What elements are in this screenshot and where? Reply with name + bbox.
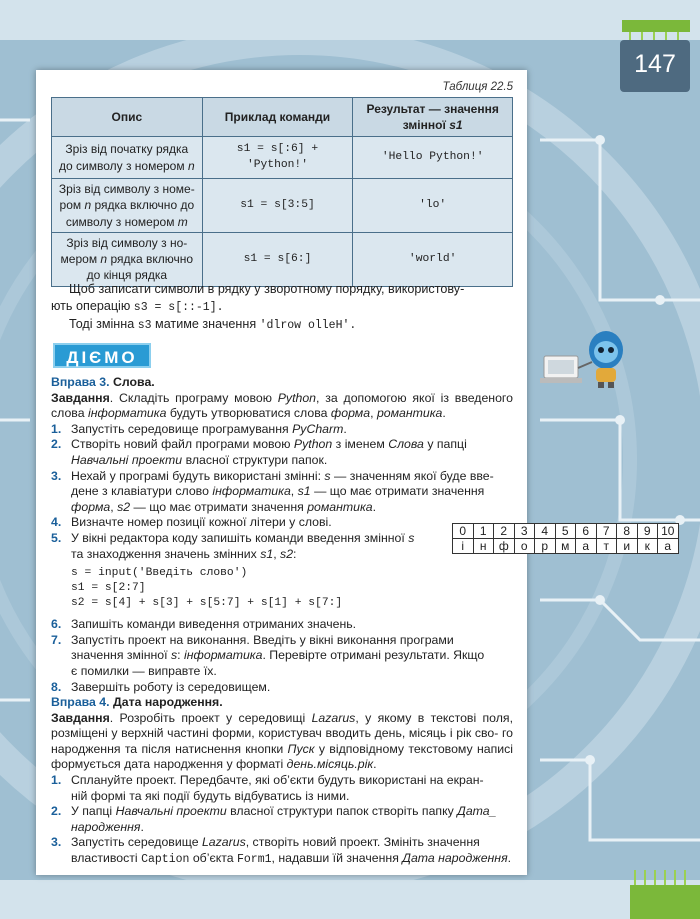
list-item: 4. Визначте номер позиції кожної літери у слові. xyxy=(51,515,332,530)
row-description: Зріз від символу з но- мером n рядка включно до кінця рядка xyxy=(52,233,203,287)
table-caption: Таблиця 22.5 xyxy=(442,81,513,93)
list-item: 1. Сплануйте проект. Передбачте, які об’єкти будуть використані на екран- ній формі та які події будуть відбуватись із ними. xyxy=(51,772,484,803)
letter-row: і н ф о р м а т и к а xyxy=(453,539,679,554)
row-result: 'Hello Python!' xyxy=(353,137,513,179)
robot-icon xyxy=(540,330,630,390)
page-number: 147 xyxy=(634,50,676,78)
list-item: 3. Нехай у програмі будуть використані змінні: s — значенням якої буде вве- дене з клавіатури слово інформатика, s1 — що має отримати значення форма, s2 — що має отримати значення романтика. xyxy=(51,468,494,514)
exercise-3-task: Завдання. Складіть програму мовою Python, за допомогою якої із введеного слова інформатика будуть утворюватися слова форма, романтика. xyxy=(51,390,513,421)
list-item: 7. Запустіть проект на виконання. Введіть у вікні виконання програми значення змінної s: інформатика. Перевірте отримані результати. Якщо є помилки — виправте їх. xyxy=(51,632,485,678)
list-item: 2. Створіть новий файл програми мовою Python з іменем Слова у папці Навчальні проекти власної структури папок. xyxy=(51,437,467,467)
code-block: s = input('Введіть слово') s1 = s[2:7] s2 = s[4] + s[3] + s[5:7] + s[1] + s[7:] xyxy=(71,567,343,610)
exercise-3 xyxy=(51,375,513,695)
table-row xyxy=(52,137,513,179)
intro-paragraph: Щоб записати символи в рядку у зворотному порядку, використову- ють операцію s3 = s[::-1]. Тоді змінна s3 матиме значення 'dlrow olleH'. xyxy=(51,282,465,332)
row-result: 'lo' xyxy=(353,179,513,233)
table-header-row xyxy=(52,98,513,137)
row-description: Зріз від початку рядка до символу з номером n xyxy=(52,137,203,179)
exercise-4-task: Завдання. Розробіть проект у середовищі Lazarus, у якому в текстові поля, розміщені у верхній частині форми, користувач вводить день, місяць і рік сво- го народження та після натиснення кнопки Пуск у відповідному текстовому написі формується дата народження у форматі день.місяць.рік. xyxy=(51,710,514,772)
row-result: 'world' xyxy=(353,233,513,287)
exercise-4-title: Вправа 4. Дата народження. xyxy=(51,695,223,709)
list-item: 6. Запишіть команди виведення отриманих значень. xyxy=(51,617,357,632)
diemo-badge: ДІЄМО xyxy=(53,343,151,368)
row-code: s1 = s[:6] + 'Python!' xyxy=(202,137,353,179)
list-item: 1. Запустіть середовище програмування PyCharm. xyxy=(51,421,347,436)
index-row: 0 1 2 3 4 5 6 7 8 9 10 xyxy=(453,524,679,539)
list-item: 5. У вікні редактора коду запишіть команди введення змінної s та знаходження значень змінних s1, s2: xyxy=(51,530,415,561)
exercise-3-title: Вправа 3. Слова. xyxy=(51,375,155,389)
table-row xyxy=(52,179,513,233)
row-description: Зріз від символу з номе- ром n рядка включно до символу з номером m xyxy=(52,179,203,233)
list-item: 8. Завершіть роботу із середовищем. xyxy=(51,679,271,694)
header-description: Опис xyxy=(52,98,203,137)
row-code: s1 = s[3:5] xyxy=(202,179,353,233)
header-result: Результат — значення змінної s1 xyxy=(353,98,513,137)
list-item: 3. Запустіть середовище Lazarus, створіть новий проект. Змініть значення властивості Caption об’єкта Form1, надавши їй значення Дата народження. xyxy=(51,835,512,866)
exercise-4 xyxy=(51,695,513,868)
slices-table xyxy=(51,97,513,287)
header-example: Приклад команди xyxy=(202,98,353,137)
row-code: s1 = s[6:] xyxy=(202,233,353,287)
letter-index-table xyxy=(452,523,679,554)
table-row xyxy=(52,233,513,287)
list-item: 2. У папці Навчальні проекти власної структури папок створіть папку Дата_ народження. xyxy=(51,804,497,834)
